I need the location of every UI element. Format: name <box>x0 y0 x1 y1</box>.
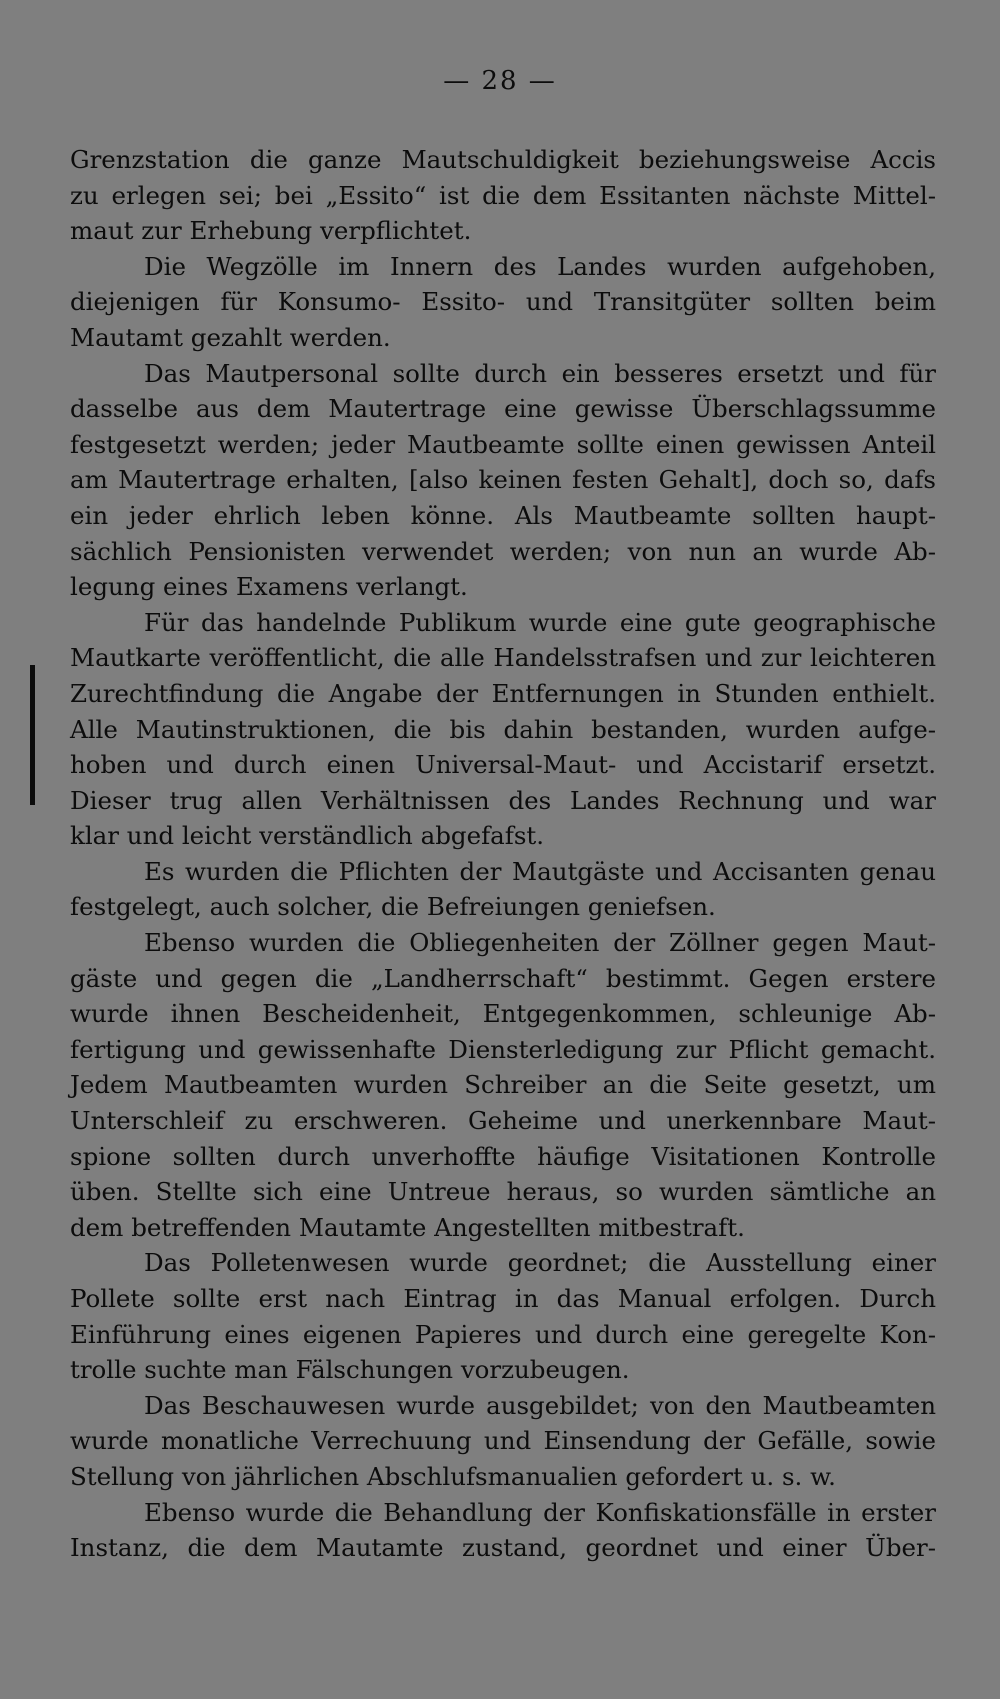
text-line: hoben und durch einen Universal-Maut- und Accistarif ersetzt. <box>70 750 936 780</box>
text-line: festgelegt, auch solcher, die Befreiungen geniefsen. <box>70 892 716 922</box>
text-line: üben. Stellte sich eine Untreue heraus, so wurden sämtliche an <box>70 1177 936 1207</box>
text-line: klar und leicht verständlich abgefafst. <box>70 821 545 851</box>
text-line: Alle Mautinstruktionen, die bis dahin bestanden, wurden aufge- <box>70 714 936 744</box>
text-line: spione sollten durch unverhoffte häufige Visitationen Kontrolle <box>70 1141 936 1171</box>
text-line: zu erlegen sei; bei „Essito“ ist die dem Essitanten nächste Mittel- <box>70 180 936 210</box>
text-line: Es wurden die Pflichten der Mautgäste und Accisanten genau <box>144 856 936 886</box>
text-line: fertigung und gewissenhafte Diensterledigung zur Pflicht gemacht. <box>70 1034 936 1064</box>
text-line: Mautamt gezahlt werden. <box>70 322 391 352</box>
text-line: trolle suchte man Fälschungen vorzubeugen. <box>70 1355 630 1385</box>
text-line: ein jeder ehrlich leben könne. Als Mautbeamte sollten haupt- <box>70 500 936 530</box>
text-line: Stellung von jährlichen Abschlufsmanualien gefordert u. s. w. <box>70 1461 836 1491</box>
page-number: — 28 — <box>443 66 557 96</box>
text-line: sächlich Pensionisten verwendet werden; von nun an wurde Ab- <box>70 536 936 566</box>
text-line: legung eines Examens verlangt. <box>70 572 468 602</box>
text-line: Das Beschauwesen wurde ausgebildet; von den Mautbeamten <box>144 1390 936 1420</box>
text-line: Das Polletenwesen wurde geordnet; die Ausstellung einer <box>144 1248 936 1278</box>
text-line: dasselbe aus dem Mautertrage eine gewisse Überschlagssumme <box>70 394 936 424</box>
text-line: wurde ihnen Bescheidenheit, Entgegenkommen, schleunige Ab- <box>70 999 936 1029</box>
text-line: dem betreffenden Mautamte Angestellten mitbestraft. <box>70 1212 745 1242</box>
text-line: am Mautertrage erhalten, [also keinen festen Gehalt], doch so, dafs <box>70 465 936 495</box>
text-line: Zurechtfindung die Angabe der Entfernungen in Stunden enthielt. <box>70 678 936 708</box>
text-line: Ebenso wurden die Obliegenheiten der Zöllner gegen Maut- <box>144 928 936 958</box>
text-line: maut zur Erhebung verpflichtet. <box>70 216 472 246</box>
text-line: Ebenso wurde die Behandlung der Konfiskationsfälle in erster <box>144 1497 936 1527</box>
text-line: Dieser trug allen Verhältnissen des Landes Rechnung und war <box>70 785 936 815</box>
text-line: Die Wegzölle im Innern des Landes wurden aufgehoben, <box>144 251 936 281</box>
margin-mark <box>30 665 35 805</box>
text-line: Mautkarte veröffentlicht, die alle Handelsstrafsen und zur leichteren <box>70 643 936 673</box>
body-text <box>70 142 936 1566</box>
text-line: Unterschleif zu erschweren. Geheime und unerkennbare Maut- <box>70 1106 936 1136</box>
text-line: Pollete sollte erst nach Eintrag in das Manual erfolgen. Durch <box>70 1284 936 1313</box>
text-line: gäste und gegen die „Landherrschaft“ bestimmt. Gegen erstere <box>70 963 936 993</box>
text-line: diejenigen für Konsumo- Essito- und Transitgüter sollten beim <box>70 287 936 317</box>
text-line: Das Mautpersonal sollte durch ein besseres ersetzt und für <box>144 358 936 388</box>
text-line: Instanz, die dem Mautamte zustand, geordnet und einer Über- <box>70 1533 936 1563</box>
text-line: Für das handelnde Publikum wurde eine gute geographische <box>144 607 936 637</box>
text-line: Einführung eines eigenen Papieres und durch eine geregelte Kon- <box>70 1319 936 1349</box>
text-line: festgesetzt werden; jeder Mautbeamte sollte einen gewissen Anteil <box>70 429 936 459</box>
text-line: Jedem Mautbeamten wurden Schreiber an die Seite gesetzt, um <box>70 1070 936 1100</box>
text-line: wurde monatliche Verrechuung und Einsendung der Gefälle, sowie <box>70 1426 936 1456</box>
text-line: Grenzstation die ganze Mautschuldigkeit beziehungsweise Accis <box>70 145 936 174</box>
